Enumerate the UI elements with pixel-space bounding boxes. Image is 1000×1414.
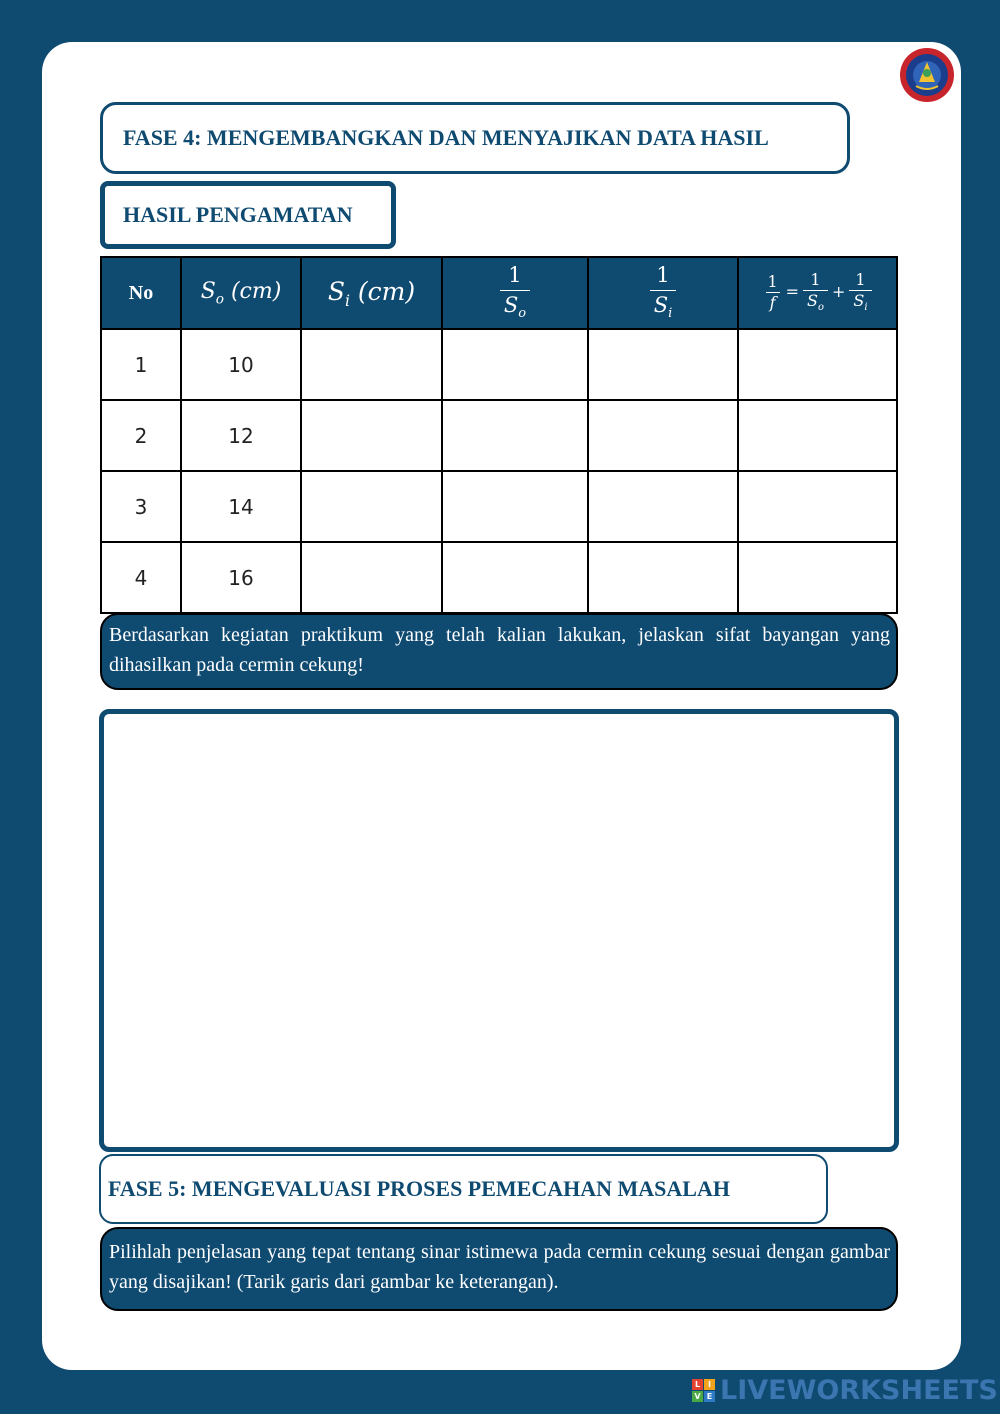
header-object-distance (181, 257, 301, 329)
inverse-so-cell[interactable] (442, 329, 588, 400)
formula-f: f (766, 292, 780, 311)
si-subscript: i (345, 291, 350, 310)
row-number: 4 (101, 542, 181, 613)
inverse-so-cell[interactable] (442, 400, 588, 471)
formula-subscript: i (864, 302, 868, 314)
phase-4-instruction: Berdasarkan kegiatan praktikum yang telah kalian lakukan, jelaskan sifat bayangan yang dihasilkan pada cermin cekung! (100, 613, 898, 690)
school-logo-icon (898, 46, 956, 104)
image-distance-cell[interactable] (301, 400, 442, 471)
inverse-si-cell[interactable] (588, 471, 738, 542)
inverse-si-cell[interactable] (588, 400, 738, 471)
table-row (101, 542, 897, 613)
formula-numerator: 1 (767, 272, 778, 292)
object-distance-value: 12 (181, 400, 301, 471)
brand-letter: L (692, 1379, 703, 1390)
so-subscript: o (215, 291, 224, 308)
brand-logo-icon (692, 1379, 715, 1402)
header-inverse-so (442, 257, 588, 329)
formula-equals: = (785, 282, 800, 302)
fraction-symbol: S (503, 293, 519, 318)
formula-symbol: S (807, 291, 819, 311)
image-distance-cell[interactable] (301, 329, 442, 400)
formula-subscript: o (818, 302, 824, 314)
fraction-subscript: i (668, 306, 673, 322)
so-symbol: S (200, 278, 216, 304)
formula-numerator: 1 (810, 270, 821, 290)
inverse-so-cell[interactable] (442, 471, 588, 542)
brand-letter: I (704, 1379, 715, 1390)
object-distance-value: 16 (181, 542, 301, 613)
inverse-si-cell[interactable] (588, 542, 738, 613)
inverse-f-cell[interactable] (738, 542, 897, 613)
fraction-subscript: o (518, 306, 527, 322)
inverse-f-cell[interactable] (738, 471, 897, 542)
table-row (101, 471, 897, 542)
si-symbol: S (327, 276, 345, 306)
row-number: 1 (101, 329, 181, 400)
fraction-numerator: 1 (656, 263, 670, 288)
object-distance-value: 10 (181, 329, 301, 400)
section-title: HASIL PENGAMATAN (100, 181, 396, 249)
header-inverse-si (588, 257, 738, 329)
row-number: 2 (101, 400, 181, 471)
header-lens-formula (738, 257, 897, 329)
phase-5-title: FASE 5: MENGEVALUASI PROSES PEMECAHAN MASALAH (99, 1154, 828, 1224)
observation-table (100, 256, 898, 614)
brand-letter: V (692, 1391, 703, 1402)
inverse-si-cell[interactable] (588, 329, 738, 400)
formula-numerator: 1 (855, 270, 866, 290)
image-distance-cell[interactable] (301, 542, 442, 613)
inverse-so-cell[interactable] (442, 542, 588, 613)
brand-letter: E (704, 1391, 715, 1402)
formula-symbol: S (853, 291, 865, 311)
answer-textbox[interactable] (99, 709, 899, 1152)
formula-plus: + (831, 282, 846, 302)
row-number: 3 (101, 471, 181, 542)
si-unit: (cm) (349, 276, 416, 306)
brand-wordmark: LIVEWORKSHEETS (720, 1374, 998, 1406)
table-row (101, 329, 897, 400)
header-no: No (101, 257, 181, 329)
fraction-symbol: S (653, 293, 669, 318)
phase-5-instruction: Pilihlah penjelasan yang tepat tentang sinar istimewa pada cermin cekung sesuai dengan gambar yang disajikan! (Tarik garis dari gambar ke keterangan). (100, 1227, 898, 1311)
inverse-f-cell[interactable] (738, 400, 897, 471)
object-distance-value: 14 (181, 471, 301, 542)
liveworksheets-brand (692, 1374, 998, 1406)
phase-4-title: FASE 4: MENGEMBANGKAN DAN MENYAJIKAN DATA HASIL (100, 102, 850, 174)
header-image-distance (301, 257, 442, 329)
inverse-f-cell[interactable] (738, 329, 897, 400)
table-row (101, 400, 897, 471)
image-distance-cell[interactable] (301, 471, 442, 542)
fraction-numerator: 1 (508, 263, 522, 288)
so-unit: (cm) (223, 278, 282, 304)
table-header-row (101, 257, 897, 329)
